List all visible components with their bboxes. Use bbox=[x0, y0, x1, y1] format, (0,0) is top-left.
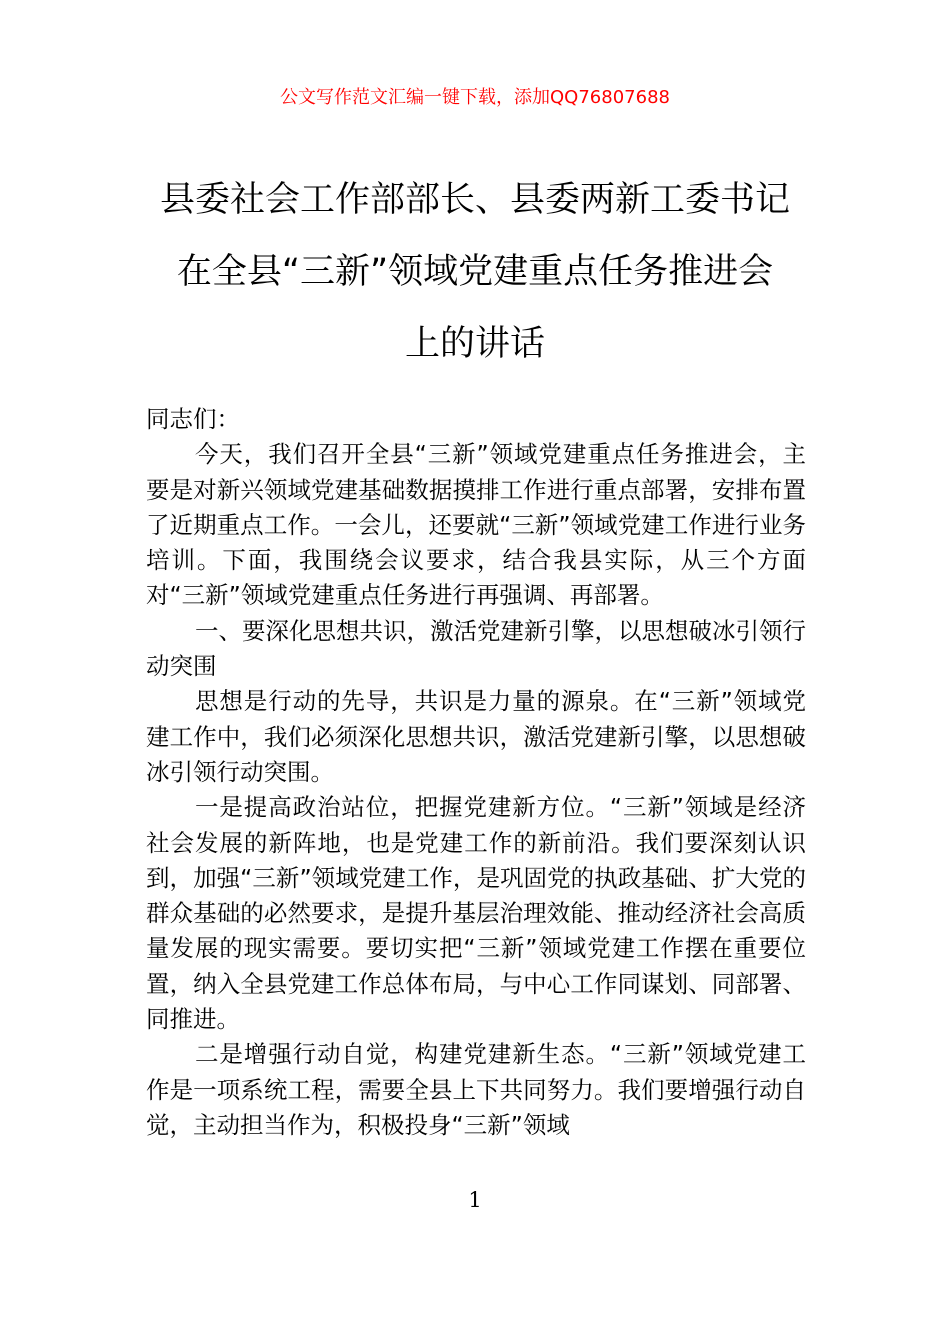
section-heading-1: 一、要深化思想共识，激活党建新引擎，以思想破冰引领行动突围 bbox=[146, 616, 806, 681]
paragraph-point-2: 二是增强行动自觉，构建党建新生态。“三新”领域党建工作是一项系统工程，需要全县上下共同努力。我们要增强行动自觉，主动担当作为，积极投身“三新”领域 bbox=[146, 1040, 806, 1139]
paragraph-intro: 今天，我们召开全县“三新”领域党建重点任务推进会，主要是对新兴领域党建基础数据摸排工作进行重点部署，安排布置了近期重点工作。一会儿，还要就“三新”领域党建工作进行业务培训。下面，我围绕会议要求，结合我县实际，从三个方面对“三新”领域党建重点任务进行再强调、再部署。 bbox=[146, 440, 806, 610]
title-line-3: 上的讲话 bbox=[404, 324, 545, 364]
paragraph-section-1: 思想是行动的先导，共识是力量的源泉。在“三新”领域党建工作中，我们必须深化思想共识，激活党建新引擎，以思想破冰引领行动突围。 bbox=[146, 687, 806, 786]
download-notice: 公文写作范文汇编一键下载，添加QQ76807688 bbox=[280, 87, 670, 108]
salutation: 同志们： bbox=[146, 405, 240, 433]
paragraph-point-1: 一是提高政治站位，把握党建新方位。“三新”领域是经济社会发展的新阵地，也是党建工作的新前沿。我们要深刻认识到，加强“三新”领域党建工作，是巩固党的执政基础、扩大党的群众基础的必然要求，是提升基层治理效能、推动经济社会高质量发展的现实需要。要切实把“三新”领域党建工作摆在重要位置，纳入全县党建工作总体布局，与中心工作同谋划、同部署、同推进。 bbox=[146, 793, 806, 1034]
title-line-1: 县委社会工作部部长、县委两新工委书记 bbox=[159, 180, 790, 220]
document-title bbox=[140, 164, 810, 380]
document-body bbox=[146, 402, 806, 1143]
page-number: 1 bbox=[468, 1188, 482, 1212]
title-line-2: 在全县“三新”领域党建重点任务推进会 bbox=[176, 252, 774, 292]
